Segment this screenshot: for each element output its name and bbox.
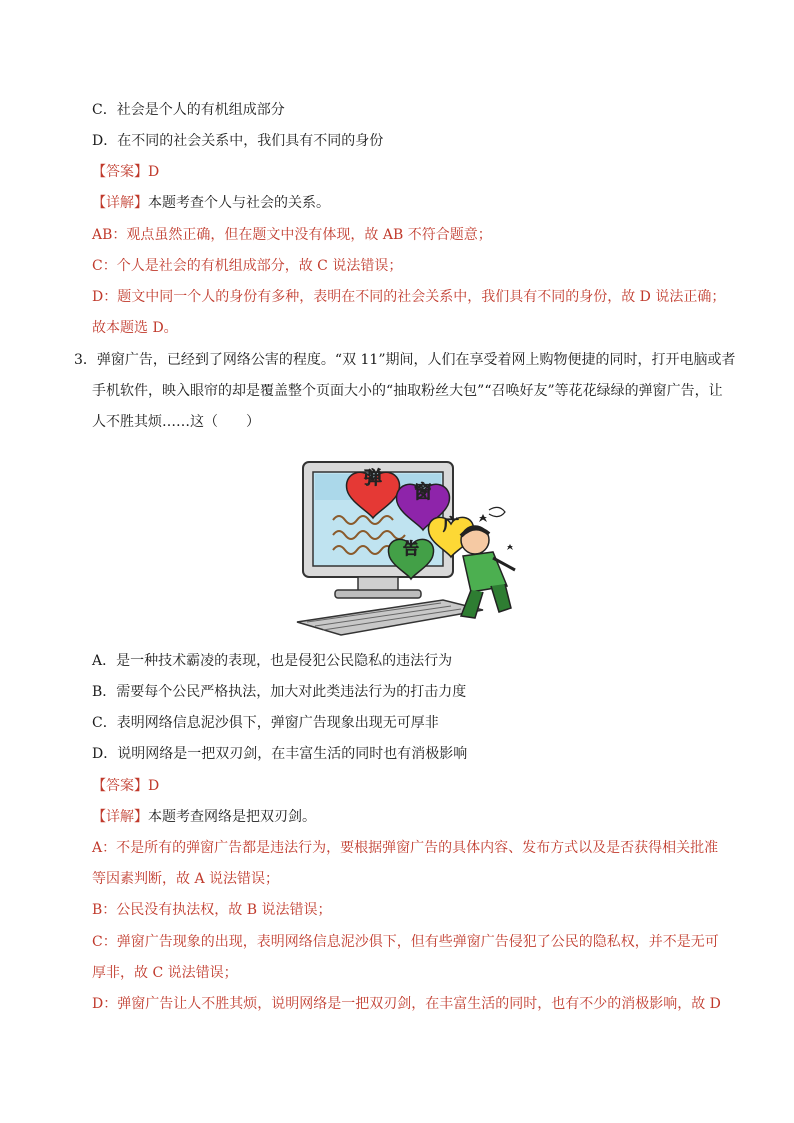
answer-tag: 【答案】 (92, 778, 148, 794)
analysis-line: 厚非，故 C 说法错误； (92, 965, 238, 981)
answer-row (92, 162, 159, 182)
detail-tag: 【详解】 (92, 195, 148, 211)
detail-row (92, 807, 316, 827)
popup-char: 告 (402, 539, 420, 558)
analysis-line: D：弹窗广告让人不胜其烦，说明网络是一把双刃剑，在丰富生活的同时，也有不少的消极影响，故 D (92, 996, 721, 1012)
option-c: C．社会是个人的有机组成部分 (92, 102, 285, 118)
analysis-line: D：题文中同一个人的身份有多种，表明在不同的社会关系中，我们具有不同的身份，故 D 说法正确； (92, 289, 726, 305)
popup-char: 窗 (414, 482, 432, 503)
answer-value: D (148, 778, 160, 794)
option-d: D．说明网络是一把双刃剑，在丰富生活的同时也有消极影响 (92, 746, 468, 762)
popup-char: 广 (442, 515, 460, 534)
question-stem: 手机软件，映入眼帘的却是覆盖整个页面大小的“抽取粉丝大包”“召唤好友”等花花绿绿的弹窗广告，让 (92, 383, 723, 399)
analysis-line: 故本题选 D。 (92, 320, 178, 336)
popup-ad-illustration (293, 440, 525, 636)
option-c: C．表明网络信息泥沙俱下，弹窗广告现象出现无可厚非 (92, 715, 439, 731)
question-stem: 人不胜其烦……这（ ） (92, 414, 260, 430)
popup-ad-image (293, 440, 525, 636)
detail-tag: 【详解】 (92, 809, 148, 825)
analysis-line: 等因素判断，故 A 说法错误； (92, 871, 280, 887)
detail-text: 本题考查个人与社会的关系。 (148, 195, 330, 211)
question-stem: 3．弹窗广告，已经到了网络公害的程度。“双 11”期间，人们在享受着网上购物便捷的同时，打开电脑或者 (74, 352, 736, 368)
analysis-line: C：个人是社会的有机组成部分，故 C 说法错误； (92, 258, 403, 274)
detail-text: 本题考查网络是把双刃剑。 (148, 809, 316, 825)
analysis-line: C：弹窗广告现象的出现，表明网络信息泥沙俱下，但有些弹窗广告侵犯了公民的隐私权，并不是无可 (92, 934, 719, 950)
answer-row (92, 776, 159, 796)
answer-value: D (148, 164, 160, 180)
popup-char: 弹 (364, 468, 382, 489)
analysis-line: AB：观点虽然正确，但在题文中没有体现，故 AB 不符合题意； (92, 227, 492, 243)
detail-row (92, 193, 330, 213)
analysis-line: A：不是所有的弹窗广告都是违法行为，要根据弹窗广告的具体内容、发布方式以及是否获得相关批准 (92, 840, 719, 856)
option-a: A．是一种技术霸凌的表现，也是侵犯公民隐私的违法行为 (92, 653, 453, 669)
analysis-line: B：公民没有执法权，故 B 说法错误； (92, 902, 332, 918)
option-d: D．在不同的社会关系中，我们具有不同的身份 (92, 133, 384, 149)
option-b: B．需要每个公民严格执法，加大对此类违法行为的打击力度 (92, 684, 467, 700)
answer-tag: 【答案】 (92, 164, 148, 180)
